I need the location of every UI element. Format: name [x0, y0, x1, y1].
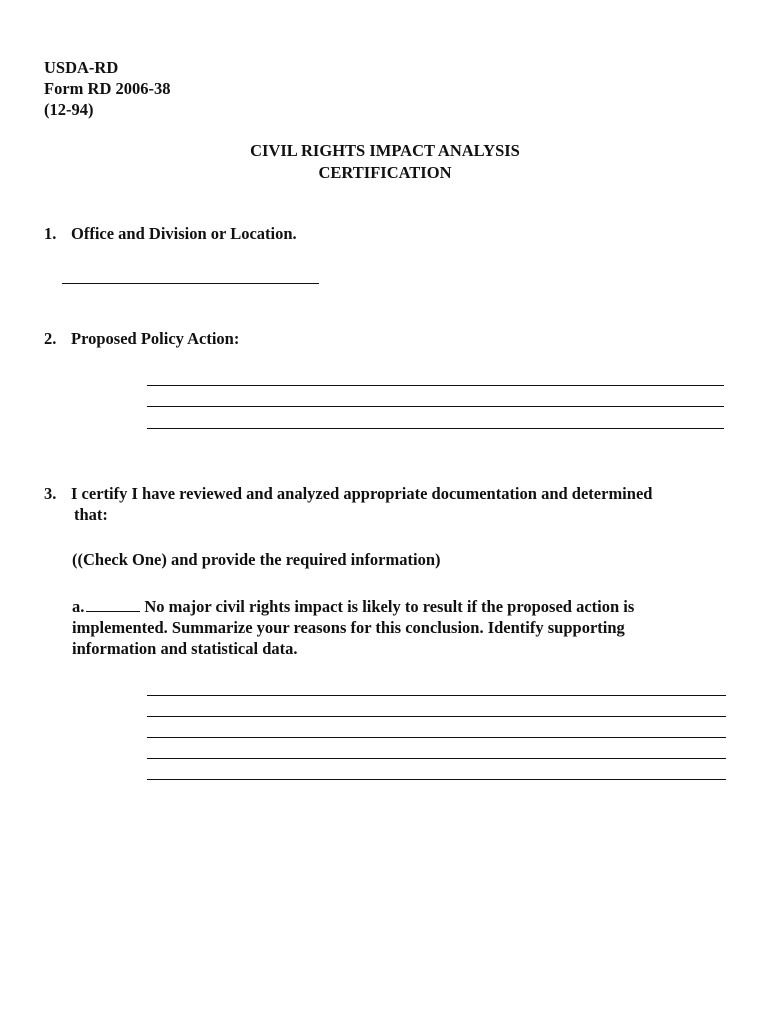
section-2-heading	[44, 328, 239, 349]
option-a-summary-line-2[interactable]	[147, 716, 726, 717]
section-3-line-2: that:	[74, 505, 108, 524]
section-1-heading	[44, 223, 297, 244]
section-3-number: 3.	[44, 484, 57, 503]
option-a-summary-line-4[interactable]	[147, 758, 726, 759]
form-header	[44, 57, 170, 120]
form-number: Form RD 2006-38	[44, 79, 171, 98]
agency-name: USDA-RD	[44, 58, 119, 77]
section-1-label: Office and Division or Location.	[71, 224, 297, 243]
section-1-number: 1.	[44, 224, 57, 243]
policy-action-field-line-3[interactable]	[147, 428, 724, 429]
section-2-number: 2.	[44, 329, 57, 348]
policy-action-field-line-1[interactable]	[147, 385, 724, 386]
option-a-summary-line-5[interactable]	[147, 779, 726, 780]
section-3-heading	[44, 483, 652, 504]
option-a-summary-line-3[interactable]	[147, 737, 726, 738]
office-location-field[interactable]	[62, 283, 319, 284]
option-a-line-1	[72, 596, 712, 617]
policy-action-field-line-2[interactable]	[147, 406, 724, 407]
title-line-1: CIVIL RIGHTS IMPACT ANALYSIS	[250, 141, 520, 160]
title-line-2: CERTIFICATION	[318, 163, 452, 182]
option-a	[72, 596, 712, 659]
section-3-instruction: ((Check One) and provide the required information)	[72, 550, 441, 569]
form-revision-date: (12-94)	[44, 100, 94, 119]
section-2-label: Proposed Policy Action:	[71, 329, 240, 348]
option-a-text-line-2: implemented. Summarize your reasons for this conclusion. Identify supporting	[72, 618, 625, 637]
option-a-checkbox-blank[interactable]	[86, 597, 140, 612]
option-a-text-line-1: No major civil rights impact is likely to result if the proposed action is	[144, 597, 635, 616]
section-3-line-1: I certify I have reviewed and analyzed appropriate documentation and determined	[71, 484, 653, 503]
option-a-summary-line-1[interactable]	[147, 695, 726, 696]
option-a-text-line-3: information and statistical data.	[72, 639, 298, 658]
option-a-letter: a.	[72, 597, 85, 616]
form-title	[0, 140, 770, 184]
